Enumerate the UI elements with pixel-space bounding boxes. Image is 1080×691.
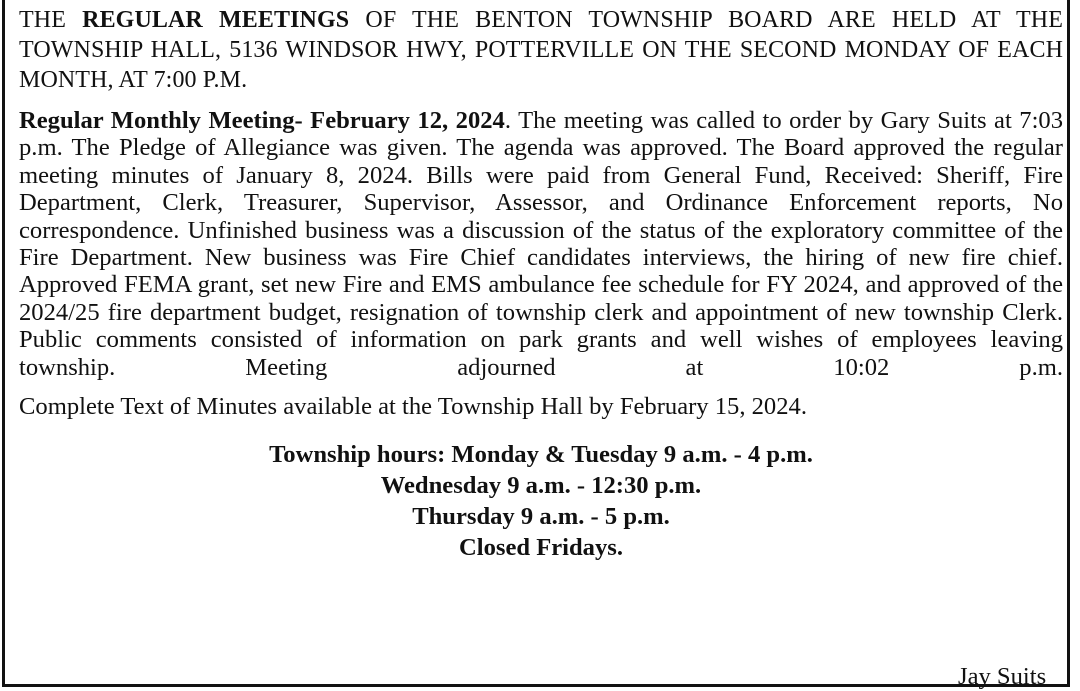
heading-prefix: THE — [19, 7, 83, 33]
hours-line: Closed Fridays. — [459, 534, 623, 562]
hours-line: Township hours: Monday & Tuesday 9 a.m. - 4 p.m. — [269, 441, 813, 469]
minutes-title: Regular Monthly Meeting- February 12, 2024 — [19, 107, 505, 134]
heading-rest: OF THE BENTON TOWNSHIP BOARD ARE HELD AT THE TOWNSHIP HALL, 5136 WINDSOR HWY, POTTERVILLE ON THE SECOND MONDAY OF EACH MONTH, AT 7:00 P.M. — [19, 7, 1063, 93]
complete-minutes-note: Complete Text of Minutes available at the Township Hall by February 15, 2024. — [19, 393, 807, 421]
minutes-body: . The meeting was called to order by Gary Suits at 7:03 p.m. The Pledge of Allegiance was given. The agenda was approved. The Board approved the regular meeting minutes of January 8, 2024. Bills were paid from General Fund, Received: Sheriff, Fire Department, Clerk, Treasurer, Supervisor, Assessor, and Ordinance Enforcement reports, No correspondence. Unfinished business was a discussion of the status of the exploratory committee of the Fire Department. New business was Fire Chief candidates interviews, the hiring of new fire chief. Approved FEMA grant, set new Fire and EMS ambulance fee schedule for FY 2024, and approved of the 2024/25 fire department budget, resignation of township clerk and appointment of new township Clerk. Public comments consisted of information on park grants and well wishes of employees leaving township. Meeting adjourned at 10:02 p.m. — [19, 107, 1064, 381]
notice-content — [19, 5, 1063, 563]
meeting-schedule-heading — [19, 5, 1063, 95]
hours-line: Thursday 9 a.m. - 5 p.m. — [412, 503, 670, 531]
heading-bold-text: REGULAR MEETINGS — [82, 7, 350, 33]
hours-line: Wednesday 9 a.m. - 12:30 p.m. — [380, 472, 702, 500]
signature: Jay Suits — [958, 663, 1047, 690]
township-hours-block — [19, 439, 1063, 563]
meeting-minutes-paragraph — [19, 107, 1063, 381]
